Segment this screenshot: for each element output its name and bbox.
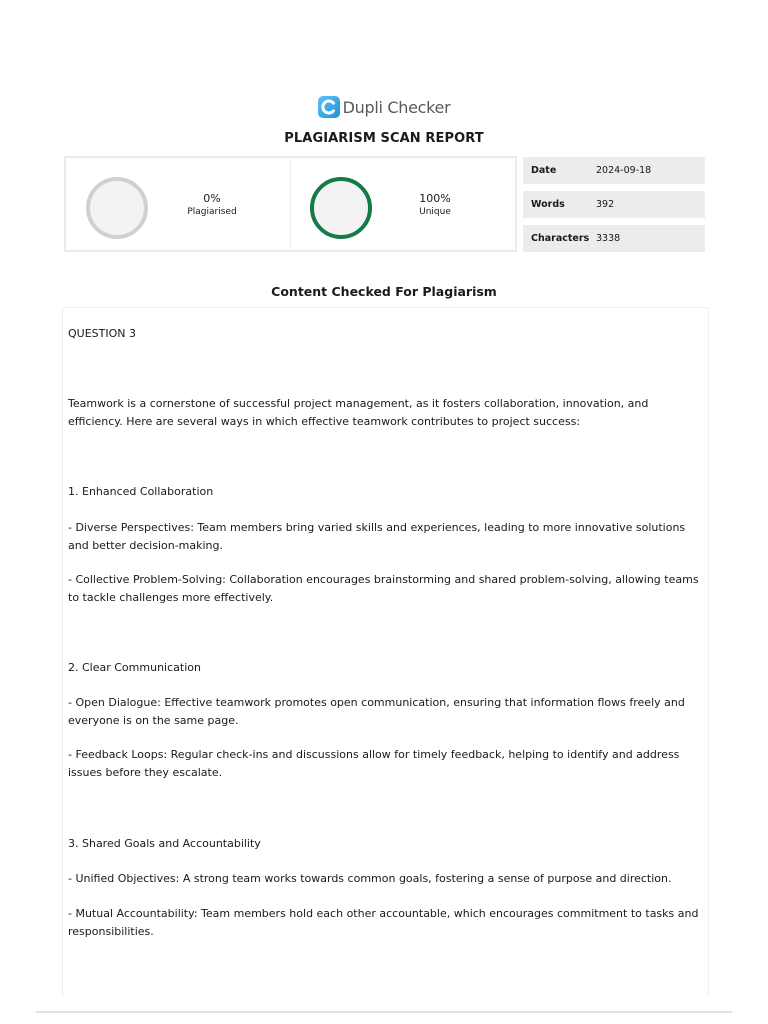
meta-key: Characters bbox=[531, 233, 590, 244]
brand-logo bbox=[0, 96, 768, 118]
content-paragraph: - Diverse Perspectives: Team members bring varied skills and experiences, leading to more innovative solutions and better decision-making. bbox=[68, 521, 686, 552]
meta-key: Words bbox=[531, 199, 565, 210]
report-meta bbox=[523, 157, 705, 259]
content-paragraph: - Unified Objectives: A strong team works towards common goals, fostering a sense of purpose and direction. bbox=[68, 872, 672, 885]
plagiarised-score bbox=[66, 158, 290, 250]
meta-row-characters bbox=[523, 225, 705, 252]
content-paragraph: - Mutual Accountability: Team members hold each other accountable, which encourages commitment to tasks and responsibilities. bbox=[68, 907, 699, 938]
content-paragraph: QUESTION 3 bbox=[68, 327, 136, 340]
meta-value: 3338 bbox=[596, 233, 621, 244]
content-paragraph: - Open Dialogue: Effective teamwork promotes open communication, ensuring that information flows freely and everyone is on the same page. bbox=[68, 696, 685, 727]
content-paragraph: 2. Clear Communication bbox=[68, 661, 201, 674]
meta-key: Date bbox=[531, 165, 557, 176]
meta-row-date bbox=[523, 157, 705, 184]
meta-value: 2024-09-18 bbox=[596, 165, 652, 176]
meta-row-words bbox=[523, 191, 705, 218]
report-title: PLAGIARISM SCAN REPORT bbox=[284, 131, 484, 146]
brand-name: Dupli Checker bbox=[342, 97, 451, 117]
checked-content bbox=[62, 307, 709, 997]
score-summary bbox=[64, 156, 517, 252]
plagiarised-ring-icon bbox=[86, 177, 148, 239]
duplichecker-logo-icon bbox=[318, 96, 340, 118]
unique-label: Unique bbox=[419, 207, 451, 217]
content-paragraph: 1. Enhanced Collaboration bbox=[68, 485, 214, 498]
unique-score bbox=[290, 158, 515, 250]
unique-ring-icon bbox=[310, 177, 372, 239]
plagiarised-percent: 0% bbox=[203, 192, 221, 205]
content-paragraph: - Feedback Loops: Regular check-ins and discussions allow for timely feedback, helping to identify and address issues before they escalate. bbox=[68, 748, 680, 779]
content-paragraph: 3. Shared Goals and Accountability bbox=[68, 837, 261, 850]
content-paragraph: - Collective Problem-Solving: Collaboration encourages brainstorming and shared problem-solving, allowing teams to tackle challenges more effectively. bbox=[68, 573, 699, 604]
meta-value: 392 bbox=[596, 199, 615, 210]
unique-percent: 100% bbox=[419, 192, 451, 205]
content-paragraph: Teamwork is a cornerstone of successful project management, as it fosters collaboration, innovation, and efficiency. Here are several ways in which effective teamwork contributes to project success: bbox=[68, 397, 649, 428]
page-divider bbox=[36, 1011, 732, 1013]
content-section-title: Content Checked For Plagiarism bbox=[271, 284, 497, 299]
plagiarised-label: Plagiarised bbox=[187, 207, 237, 217]
